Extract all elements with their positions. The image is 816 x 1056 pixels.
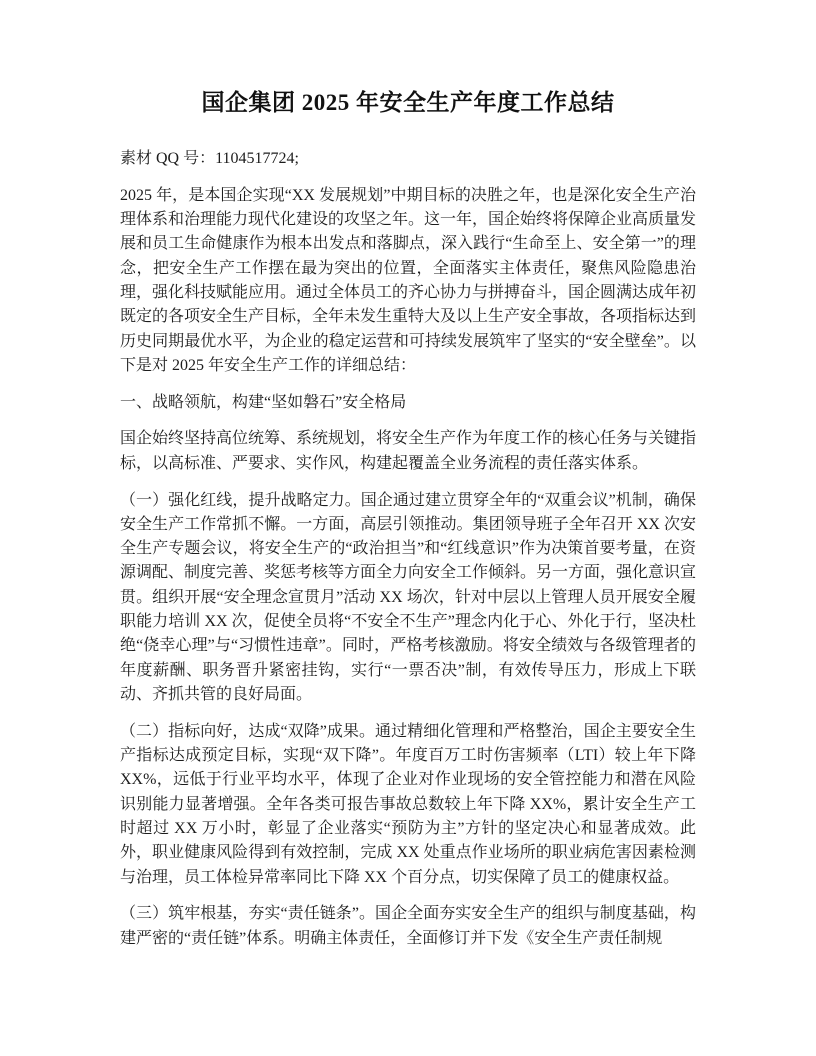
document-title: 国企集团 2025 年安全生产年度工作总结 — [201, 90, 615, 115]
section-intro-paragraph: 国企始终坚持高位统筹、系统规划，将安全生产作为年度工作的核心任务与关键指标，以高标准、严要求、实作风，构建起覆盖全业务流程的责任落实体系。 — [120, 430, 697, 472]
meta-line: 素材 QQ 号：1104517724; — [120, 150, 299, 167]
subsection-paragraph-3: （三）筑牢根基，夯实“责任链条”。国企全面夯实安全生产的组织与制度基础，构建严密的“责任链”体系。明确主体责任，全面修订并下发《安全生产责任制规 — [120, 905, 696, 947]
subsection-paragraph-1: （一）强化红线，提升战略定力。国企通过建立贯穿全年的“双重会议”机制，确保安全生产工作常抓不懈。一方面，高层引领推动。集团领导班子全年召开 XX 次安全生产专题会议，将安全生产的“政治担当”和“红线意识”作为决策首要考量，在资源调配、制度完善、奖惩考核等方面全力向安全工作倾斜。另一方面，强化意识宣贯。组织开展“安全理念宣贯月”活动 XX 场次，针对中层以上管理人员开展安全履职能力培训 XX 次，促使全员将“不安全不生产”理念内化于心、外化于行，坚决杜绝“侥幸心理”与“习惯性违章”。同时，严格考核激励。将安全绩效与各级管理者的年度薪酬、职务晋升紧密挂钩，实行“一票否决”制，有效传导压力，形成上下联动、齐抓共管的良好局面。 — [120, 491, 697, 703]
intro-paragraph: 2025 年，是本国企实现“XX 发展规划”中期目标的决胜之年，也是深化安全生产治理体系和治理能力现代化建设的攻坚之年。这一年，国企始终将保障企业高质量发展和员工生命健康作为根本出发点和落脚点，深入践行“生命至上、安全第一”的理念，把安全生产工作摆在最为突出的位置，全面落实主体责任，聚焦风险隐患治理，强化科技赋能应用。通过全体员工的齐心协力与拼搏奋斗，国企圆满达成年初既定的各项安全生产目标，全年未发生重特大及以上生产安全事故，各项指标达到历史同期最优水平，为企业的稳定运营和可持续发展筑牢了坚实的“安全壁垒”。以下是对 2025 年安全生产工作的详细总结： — [120, 186, 697, 374]
subsection-paragraph-2: （二）指标向好，达成“双降”成果。通过精细化管理和严格整治，国企主要安全生产指标达成预定目标，实现“双下降”。年度百万工时伤害频率（LTI）较上年下降 XX%，远低于行业平均水平，体现了企业对作业现场的安全管控能力和潜在风险识别能力显著增强。全年各类可报告事故总数较上年下降 XX%，累计安全生产工时超过 XX 万小时，彰显了企业落实“预防为主”方针的坚定决心和显著成效。此外，职业健康风险得到有效控制，完成 XX 处重点作业场所的职业病危害因素检测与治理，员工体检异常率同比下降 XX 个百分点，切实保障了员工的健康权益。 — [120, 722, 696, 886]
section-heading: 一、战略领航，构建“坚如磐石”安全格局 — [120, 393, 407, 411]
